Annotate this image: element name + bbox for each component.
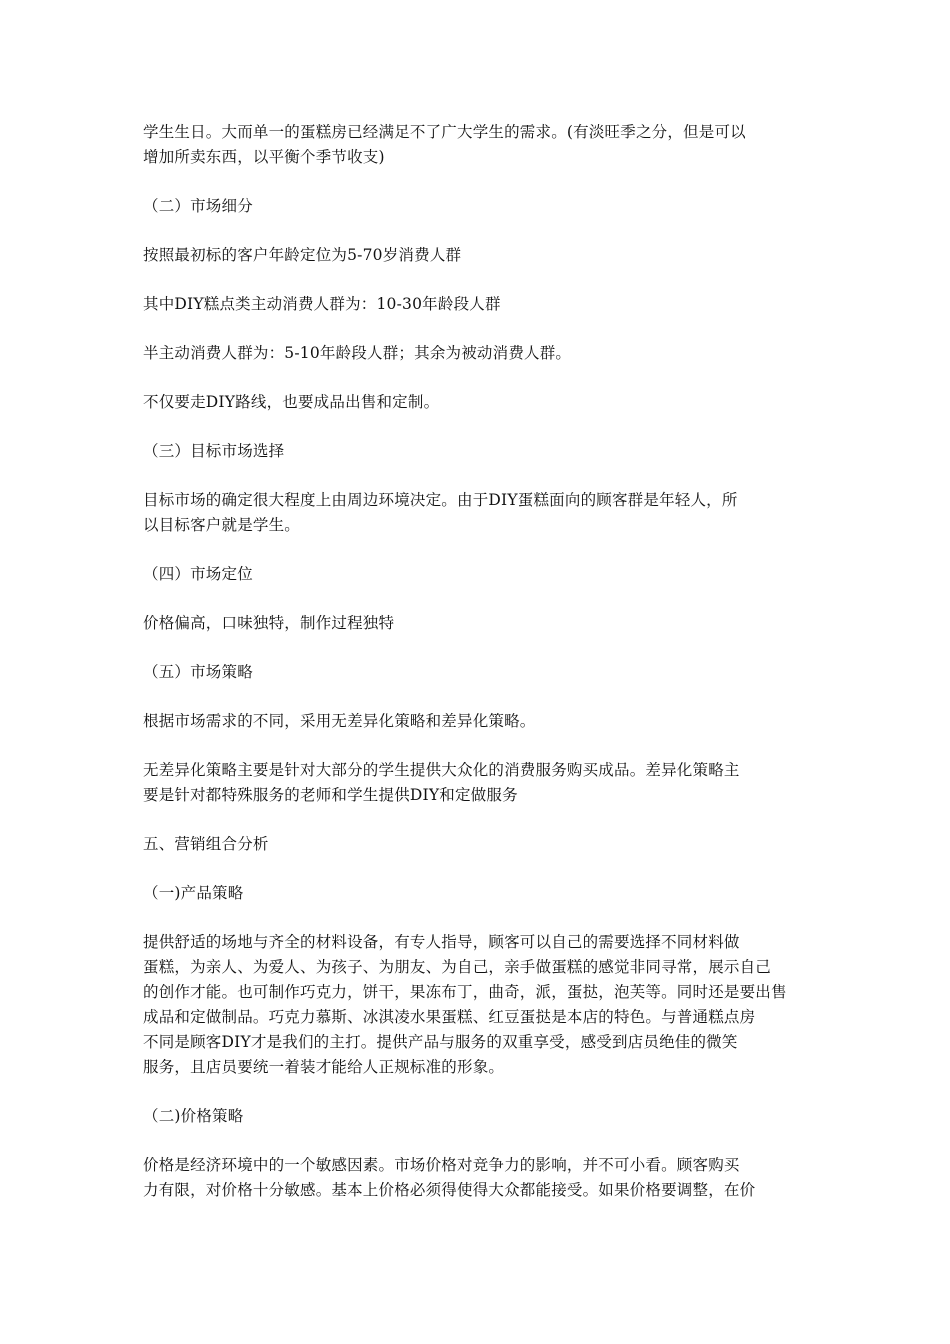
- text-line: 提供舒适的场地与齐全的材料设备，有专人指导，顾客可以自己的需要选择不同材料做: [143, 933, 740, 951]
- text-line: 要是针对都特殊服务的老师和学生提供DIY和定做服务: [143, 786, 518, 804]
- text-line: 不同是顾客DIY才是我们的主打。提供产品与服务的双重享受，感受到店员绝佳的微笑: [143, 1033, 738, 1051]
- section-heading: [143, 1104, 813, 1129]
- text-line: 半主动消费人群为：5-10年龄段人群；其余为被动消费人群。: [143, 344, 572, 362]
- text-line: 价格偏高，口味独特，制作过程独特: [143, 614, 395, 632]
- section-heading: [143, 881, 813, 906]
- text-line: 根据市场需求的不同，采用无差异化策略和差异化策略。: [143, 712, 536, 730]
- text-line: 增加所卖东西，以平衡个季节收支): [143, 148, 385, 166]
- body-paragraph: [143, 243, 813, 268]
- text-line: （三）目标市场选择: [143, 442, 285, 460]
- section-heading: [143, 832, 813, 857]
- text-line: （二)价格策略: [143, 1107, 244, 1125]
- text-line: （一)产品策略: [143, 884, 244, 902]
- section-heading: [143, 194, 813, 219]
- section-heading: [143, 660, 813, 685]
- body-paragraph: [143, 709, 813, 734]
- body-paragraph: [143, 488, 813, 538]
- body-paragraph: [143, 930, 813, 1080]
- text-line: 以目标客户就是学生。: [143, 516, 301, 534]
- document-page: [143, 120, 813, 1227]
- body-paragraph: [143, 1153, 813, 1203]
- text-line: 五、营销组合分析: [143, 835, 269, 853]
- text-line: 目标市场的确定很大程度上由周边环境决定。由于DIY蛋糕面向的顾客群是年轻人，所: [143, 491, 738, 509]
- body-paragraph: [143, 758, 813, 808]
- text-line: 蛋糕，为亲人、为爱人、为孩子、为朋友、为自己，亲手做蛋糕的感觉非同寻常，展示自己: [143, 958, 772, 976]
- text-line: 按照最初标的客户年龄定位为5-70岁消费人群: [143, 246, 462, 264]
- text-line: 其中DIY糕点类主动消费人群为：10-30年龄段人群: [143, 295, 501, 313]
- text-line: 不仅要走DIY路线，也要成品出售和定制。: [143, 393, 440, 411]
- text-line: 力有限，对价格十分敏感。基本上价格必须得使得大众都能接受。如果价格要调整，在价: [143, 1181, 756, 1199]
- text-line: 成品和定做制品。巧克力慕斯、冰淇凌水果蛋糕、红豆蛋挞是本店的特色。与普通糕点房: [143, 1008, 756, 1026]
- text-line: （四）市场定位: [143, 565, 253, 583]
- text-line: 的创作才能。也可制作巧克力，饼干，果冻布丁，曲奇，派，蛋挞，泡芙等。同时还是要出售: [143, 983, 787, 1001]
- body-paragraph: [143, 390, 813, 415]
- text-line: 学生生日。大而单一的蛋糕房已经满足不了广大学生的需求。(有淡旺季之分，但是可以: [143, 123, 746, 141]
- body-paragraph: [143, 292, 813, 317]
- text-line: 无差异化策略主要是针对大部分的学生提供大众化的消费服务购买成品。差异化策略主: [143, 761, 740, 779]
- text-line: （二）市场细分: [143, 197, 253, 215]
- section-heading: [143, 562, 813, 587]
- body-paragraph: [143, 611, 813, 636]
- section-heading: [143, 439, 813, 464]
- text-line: 服务，且店员要统一着装才能给人正规标准的形象。: [143, 1058, 505, 1076]
- body-paragraph: [143, 120, 813, 170]
- text-line: 价格是经济环境中的一个敏感因素。市场价格对竞争力的影响，并不可小看。顾客购买: [143, 1156, 740, 1174]
- text-line: （五）市场策略: [143, 663, 253, 681]
- body-paragraph: [143, 341, 813, 366]
